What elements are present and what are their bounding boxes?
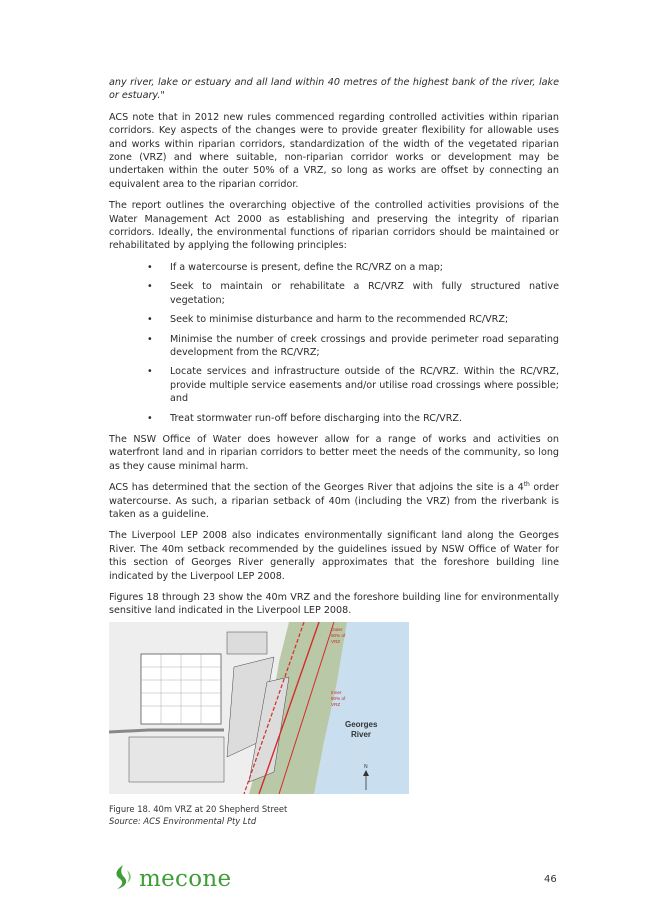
caption-source: Source: ACS Environmental Pty Ltd <box>109 816 257 826</box>
paragraph-figures-intro: Figures 18 through 23 show the 40m VRZ and the foreshore building line for environmentally sensitive land indicated in the Liverpool LEP 2008. <box>109 592 559 617</box>
outer-vrz-label: Outer 50% of VRZ <box>331 627 346 644</box>
page-number: 46 <box>544 874 557 885</box>
paragraph-2012-rules: ACS note that in 2012 new rules commenced regarding controlled activities within riparian corridors. Key aspects of the changes were to provide greater flexibility for allowable uses and works within riparian corridors, standardization of the width of the vegetated riparian zone (VRZ) and where suitable, non-riparian corridor works or development may be undertaken within the outer 50% of a VRZ, so long as works are offset by connecting an equivalent area to the riparian corridor. <box>109 111 559 190</box>
inner-vrz-label: Inner 50% of VRZ <box>331 690 346 707</box>
list-item: • Treat stormwater run-off before discharging into the RC/VRZ. <box>109 412 559 425</box>
list-item: • Locate services and infrastructure outside of the RC/VRZ. Within the RC/VRZ, provide multiple service easements and/or utilise road crossings where possible; and <box>109 365 559 405</box>
paragraph-liverpool-lep: The Liverpool LEP 2008 also indicates environmentally significant land along the Georges River. The 40m setback recommended by the guidelines issued by NSW Office of Water for this section of Georges River generally approximates that the foreshore building line indicated by the Liverpool LEP 2008. <box>109 530 559 582</box>
list-item: • Minimise the number of creek crossings and provide perimeter road separating development from the RC/VRZ; <box>109 333 559 360</box>
leaf-icon <box>111 864 135 894</box>
list-item: • Seek to minimise disturbance and harm to the recommended RC/VRZ; <box>109 313 559 326</box>
site-plan-figure <box>109 622 409 794</box>
list-item: • Seek to maintain or rehabilitate a RC/VRZ with fully structured native vegetation; <box>109 280 559 307</box>
principles-list <box>109 261 559 425</box>
paragraph-watercourse-order: ACS has determined that the section of the Georges River that adjoins the site is a 4th order watercourse. As such, a riparian setback of 40m (including the VRZ) from the riverbank is taken as a guideline. <box>109 480 560 520</box>
mecone-logo <box>111 864 231 894</box>
river-label: Georges River <box>345 720 378 739</box>
figure-caption <box>109 803 287 827</box>
paragraph-office-of-water: The NSW Office of Water does however allow for a range of works and activities on waterfront land and in riparian corridors to better meet the needs of the community, so long as they cause minimal harm. <box>109 433 559 472</box>
site-plan-map <box>109 622 409 794</box>
logo-text: mecone <box>139 866 232 892</box>
quote-continuation: any river, lake or estuary and all land within 40 metres of the highest bank of the river, lake or estuary." <box>109 77 559 102</box>
body-text <box>109 76 559 626</box>
paragraph-objective: The report outlines the overarching objective of the controlled activities provisions of the Water Management Act 2000 as establishing and preserving the integrity of riparian corridors. Ideally, the environmental functions of riparian corridors should be maintained or rehabilitated by applying the following principles: <box>109 200 559 252</box>
north-label: N <box>364 764 368 770</box>
caption-title: Figure 18. 40m VRZ at 20 Shepherd Street <box>109 804 288 814</box>
list-item: • If a watercourse is present, define the RC/VRZ on a map; <box>109 261 559 274</box>
